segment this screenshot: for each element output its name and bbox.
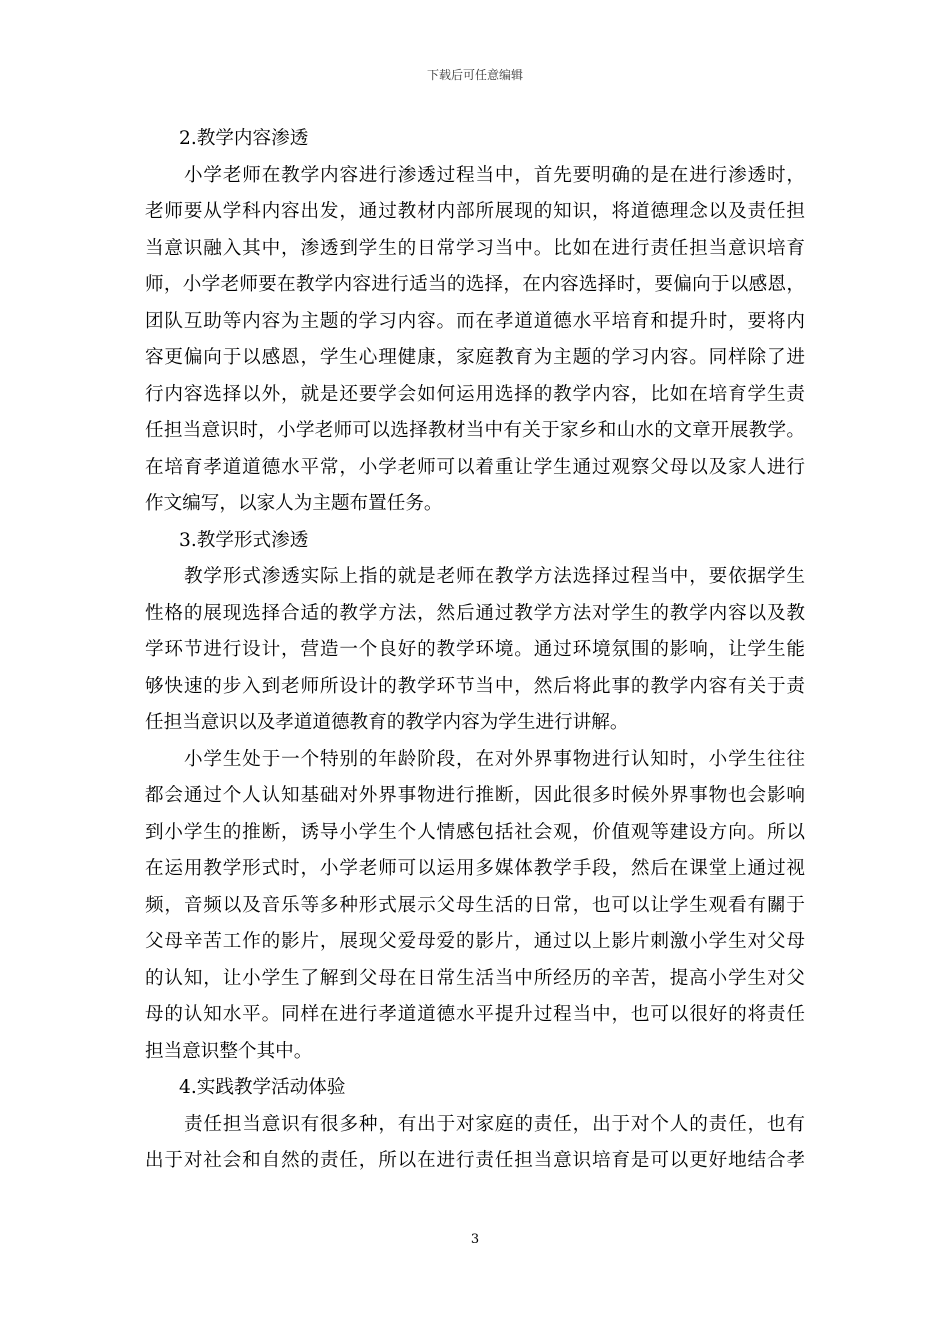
text-line: 性格的展现选择合适的教学方法，然后通过教学方法对学生的教学内容以及教 — [145, 602, 805, 624]
text-line: 行内容选择以外，就是还要学会如何运用选择的教学内容，比如在培育学生责 — [145, 383, 805, 405]
text-line: 都会通过个人认知基础对外界事物进行推断，因此很多时候外界事物也会影响 — [145, 785, 805, 806]
text-line: 教学形式渗透实际上指的就是老师在教学方法选择过程当中，要依据学生 — [184, 566, 805, 587]
text-line: 作文编写，以家人为主题布置任务。 — [145, 493, 443, 514]
text-line: 父母辛苦工作的影片，展现父爱母爱的影片，通过以上影片刺激小学生对父母 — [145, 931, 805, 952]
text-line: 小学生处于一个特别的年龄阶段，在对外界事物进行认知时，小学生往往 — [184, 748, 805, 770]
text-line: 小学老师在教学内容进行渗透过程当中，首先要明确的是在进行渗透时， — [184, 164, 805, 186]
text-line: 任担当意识时，小学老师可以选择教材当中有关于家乡和山水的文章开展教学。 — [145, 420, 805, 441]
text-line: 团队互助等内容为主题的学习内容。而在孝道道德水平培育和提升时，要将内 — [145, 310, 805, 332]
text-line: 容更偏向于以感恩，学生心理健康，家庭教育为主题的学习内容。同样除了进 — [145, 347, 805, 368]
text-line: 母的认知水平。同样在进行孝道道德水平提升过程当中，也可以很好的将责任 — [145, 1004, 805, 1025]
text-line: 的认知，让小学生了解到父母在日常生活当中所经历的辛苦，提高小学生对父 — [145, 967, 805, 989]
text-line: 在培育孝道道德水平常，小学老师可以着重让学生通过观察父母以及家人进行 — [145, 456, 805, 478]
text-line: 师，小学老师要在教学内容进行适当的选择，在内容选择时，要偏向于以感恩， — [145, 274, 805, 295]
document-body — [145, 121, 805, 1180]
text-line: 4.实践教学活动体验 — [179, 1077, 346, 1098]
text-line: 3.教学形式渗透 — [179, 529, 309, 551]
text-line: 当意识融入其中，渗透到学生的日常学习当中。比如在进行责任担当意识培育 — [145, 237, 805, 259]
text-line: 任担当意识以及孝道道德教育的教学内容为学生进行讲解。 — [145, 712, 629, 733]
text-line: 学环节进行设计，营造一个良好的教学环境。通过环境氛围的影响，让学生能 — [145, 639, 805, 660]
text-line: 2.教学内容渗透 — [179, 128, 309, 149]
text-line: 出于对社会和自然的责任，所以在进行责任担当意识培育是可以更好地结合孝 — [145, 1150, 805, 1171]
text-line: 到小学生的推断，诱导小学生个人情感包括社会观，价值观等建设方向。所以 — [145, 821, 805, 843]
text-line: 责任担当意识有很多种，有出于对家庭的责任，出于对个人的责任，也有 — [184, 1113, 805, 1135]
page-number: 3 — [470, 1232, 480, 1247]
page-header: 下载后可任意编辑 — [426, 68, 523, 82]
text-line: 频，音频以及音乐等多种形式展示父母生活的日常，也可以让学生观看有關于 — [145, 894, 805, 916]
text-line: 够快速的步入到老师所设计的教学环节当中，然后将此事的教学内容有关于责 — [145, 675, 805, 697]
text-line: 老师要从学科内容出发，通过教材内部所展现的知识，将道德理念以及责任担 — [145, 201, 805, 222]
text-line: 在运用教学形式时，小学老师可以运用多媒体教学手段，然后在课堂上通过视 — [145, 858, 805, 879]
text-line: 担当意识整个其中。 — [145, 1040, 313, 1062]
